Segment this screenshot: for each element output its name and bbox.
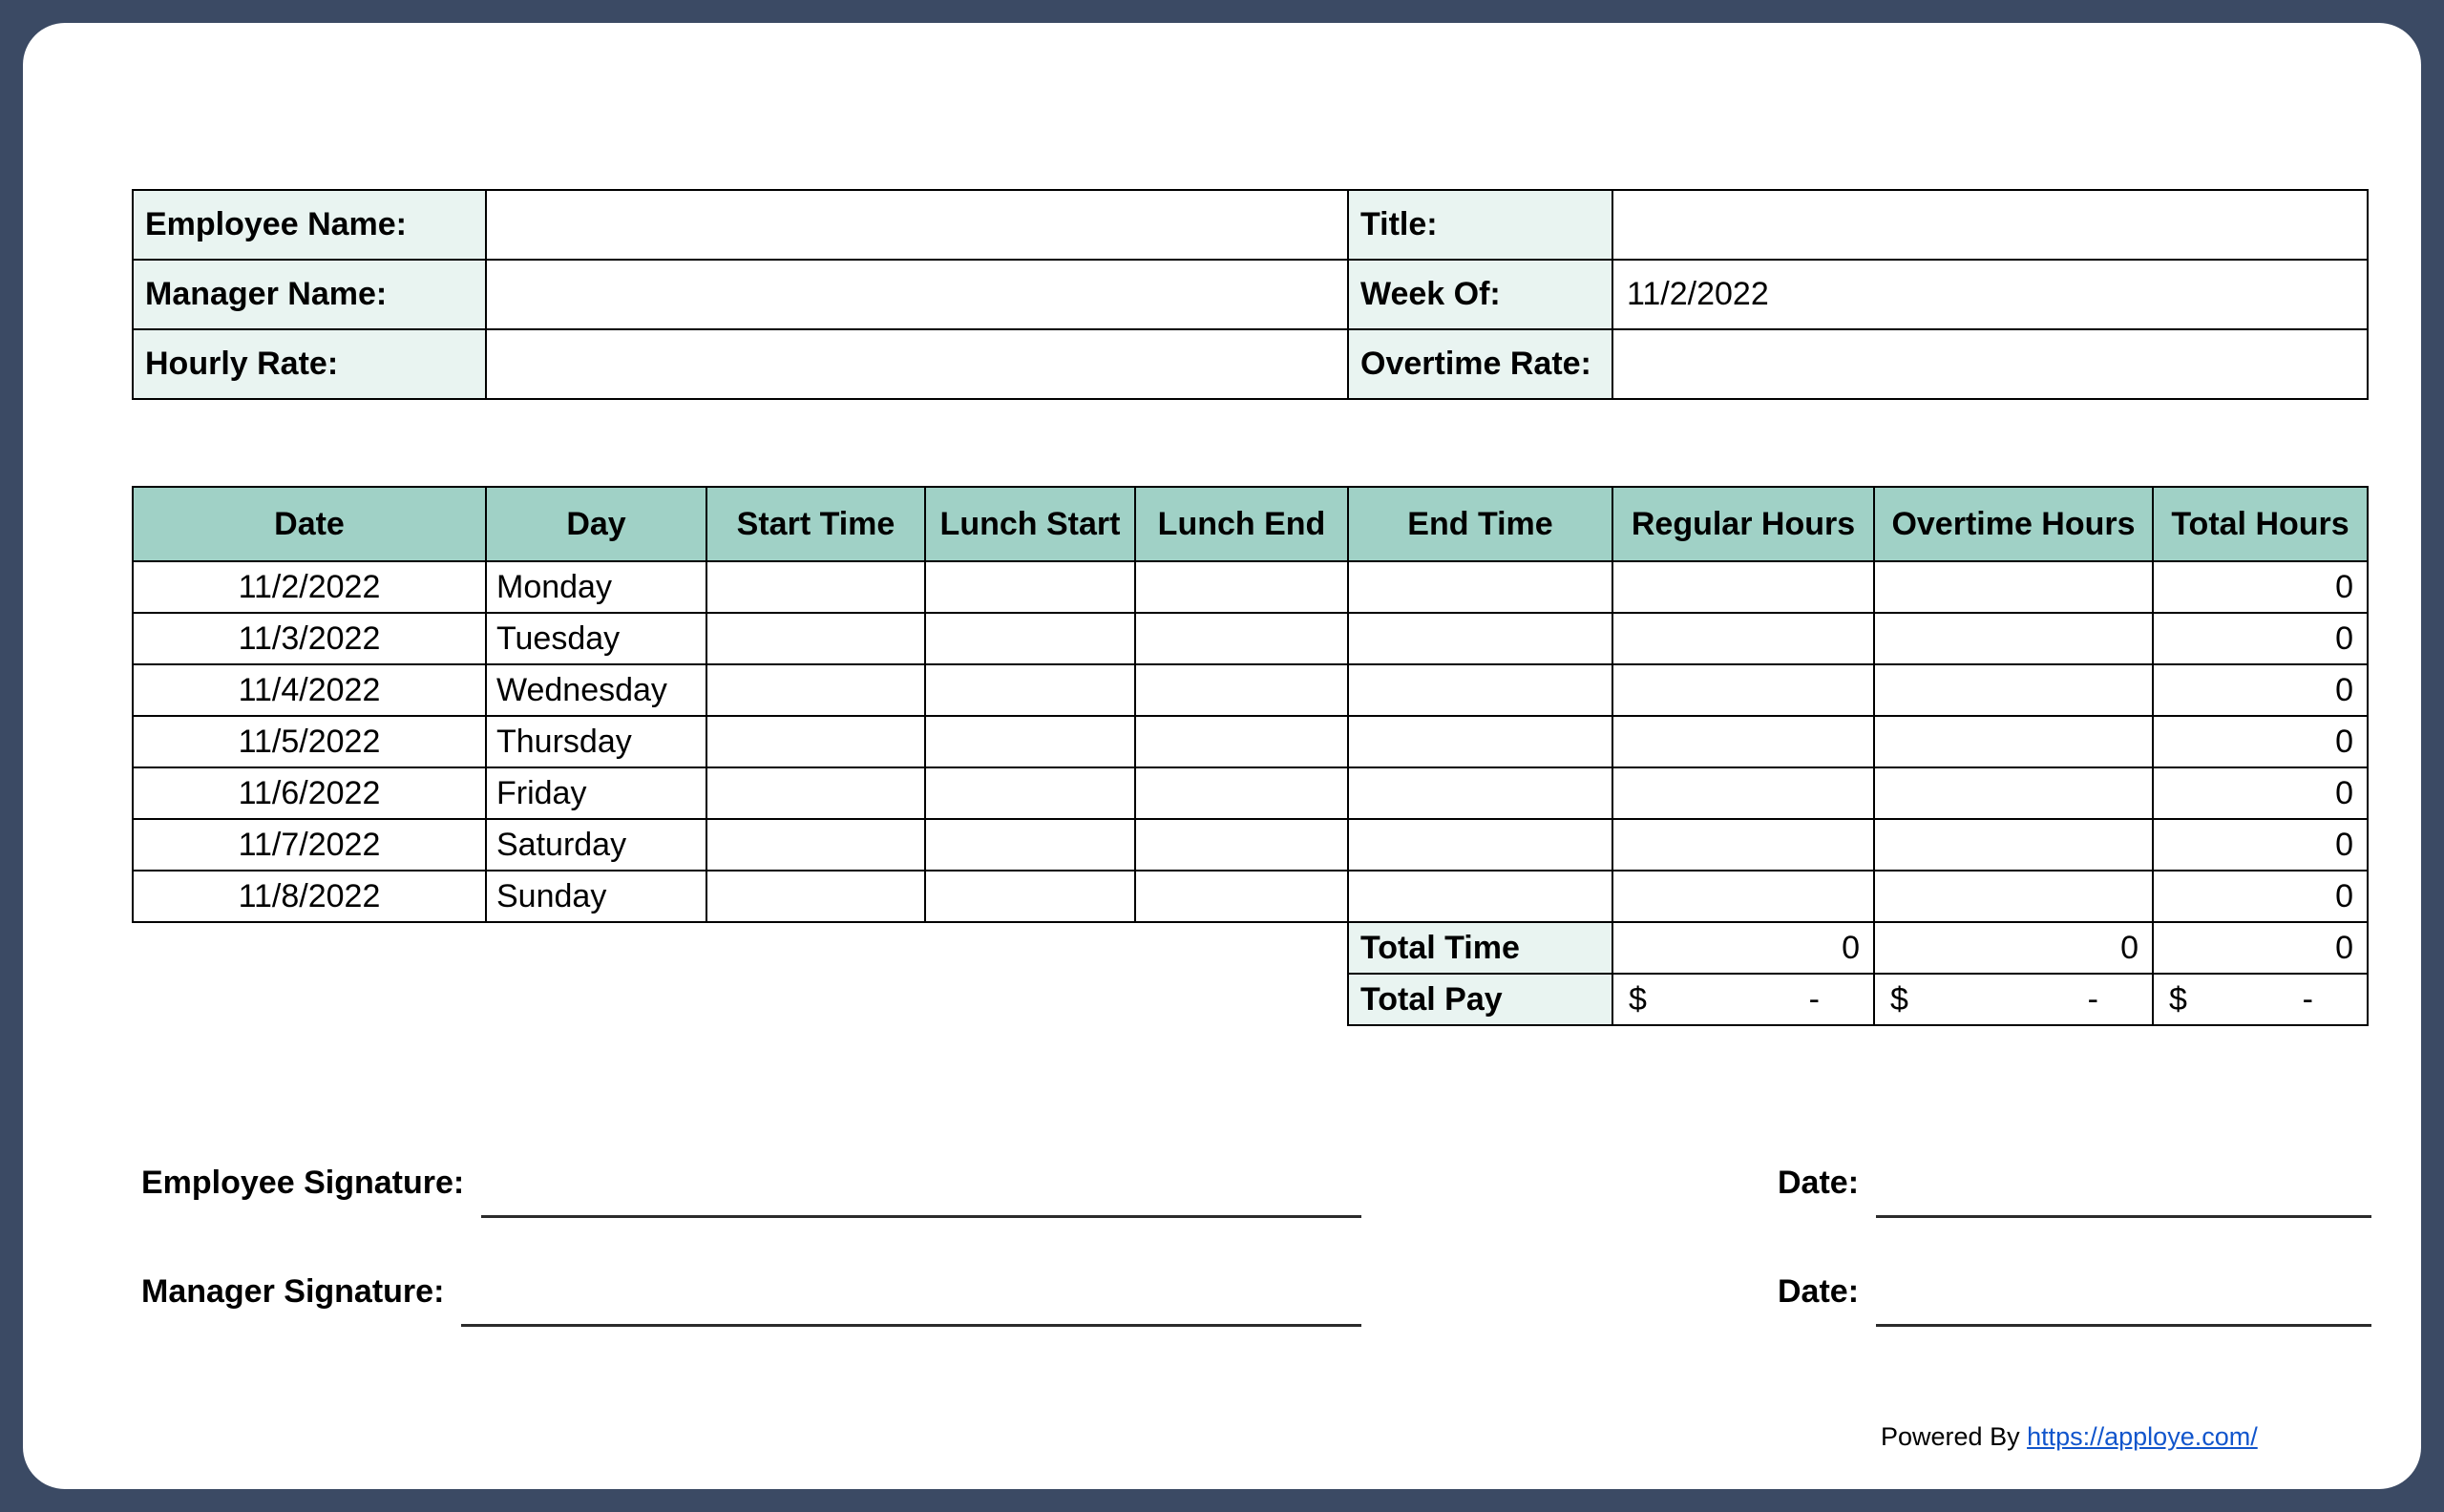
manager-date-line[interactable]	[1876, 1273, 2371, 1327]
employee-date-label: Date:	[1778, 1165, 1860, 1201]
info-row	[133, 329, 2368, 399]
currency-symbol: $	[1890, 980, 1908, 1018]
start-time-cell[interactable]	[706, 561, 925, 613]
total-hours-cell: 0	[2153, 664, 2368, 716]
date-cell: 11/3/2022	[133, 613, 486, 664]
end-time-cell[interactable]	[1348, 819, 1612, 871]
total-hours-cell: 0	[2153, 819, 2368, 871]
overtime-hours-cell[interactable]	[1874, 613, 2153, 664]
day-cell: Tuesday	[486, 613, 706, 664]
total-hours-cell: 0	[2153, 613, 2368, 664]
regular-hours-cell[interactable]	[1612, 819, 1874, 871]
lunch-start-cell[interactable]	[925, 561, 1135, 613]
timesheet-row	[133, 819, 2368, 871]
info-row	[133, 260, 2368, 329]
footer	[1881, 1422, 2258, 1452]
lunch-end-cell[interactable]	[1135, 664, 1348, 716]
manager-signature-line[interactable]	[461, 1273, 1361, 1327]
employee-signature-label: Employee Signature:	[141, 1165, 465, 1201]
end-time-cell[interactable]	[1348, 871, 1612, 922]
overtime-rate-label: Overtime Rate:	[1348, 329, 1612, 399]
manager-name-label: Manager Name:	[133, 260, 486, 329]
start-time-cell[interactable]	[706, 819, 925, 871]
currency-symbol: $	[1629, 980, 1647, 1018]
total-time-overtime: 0	[1874, 922, 2153, 974]
overtime-hours-cell[interactable]	[1874, 561, 2153, 613]
manager-date-label: Date:	[1778, 1273, 1860, 1310]
regular-hours-cell[interactable]	[1612, 871, 1874, 922]
date-cell: 11/2/2022	[133, 561, 486, 613]
header-end-time: End Time	[1348, 487, 1612, 561]
lunch-start-cell[interactable]	[925, 664, 1135, 716]
timesheet-header-row	[133, 487, 2368, 561]
day-cell: Sunday	[486, 871, 706, 922]
lunch-end-cell[interactable]	[1135, 561, 1348, 613]
lunch-end-cell[interactable]	[1135, 871, 1348, 922]
header-lunch-end: Lunch End	[1135, 487, 1348, 561]
total-pay-regular-value: -	[1808, 980, 1820, 1018]
start-time-cell[interactable]	[706, 613, 925, 664]
employee-date-row	[1778, 1165, 2371, 1218]
currency-symbol: $	[2169, 980, 2187, 1018]
day-cell: Thursday	[486, 716, 706, 767]
powered-by-text: Powered By	[1881, 1422, 2020, 1451]
total-pay-overtime	[1874, 974, 2153, 1025]
week-of-value[interactable]: 11/2/2022	[1612, 260, 2368, 329]
title-value[interactable]	[1612, 190, 2368, 260]
employee-name-label: Employee Name:	[133, 190, 486, 260]
lunch-start-cell[interactable]	[925, 871, 1135, 922]
end-time-cell[interactable]	[1348, 613, 1612, 664]
manager-name-value[interactable]	[486, 260, 1348, 329]
timesheet-row	[133, 561, 2368, 613]
end-time-cell[interactable]	[1348, 561, 1612, 613]
day-cell: Saturday	[486, 819, 706, 871]
header-lunch-start: Lunch Start	[925, 487, 1135, 561]
overtime-hours-cell[interactable]	[1874, 664, 2153, 716]
overtime-hours-cell[interactable]	[1874, 871, 2153, 922]
day-cell: Wednesday	[486, 664, 706, 716]
totals-table	[1347, 921, 2369, 1026]
overtime-hours-cell[interactable]	[1874, 819, 2153, 871]
total-time-row	[1348, 922, 2368, 974]
overtime-hours-cell[interactable]	[1874, 716, 2153, 767]
start-time-cell[interactable]	[706, 871, 925, 922]
lunch-start-cell[interactable]	[925, 767, 1135, 819]
header-start-time: Start Time	[706, 487, 925, 561]
regular-hours-cell[interactable]	[1612, 716, 1874, 767]
timesheet-row	[133, 716, 2368, 767]
timesheet-row	[133, 613, 2368, 664]
date-cell: 11/8/2022	[133, 871, 486, 922]
day-cell: Monday	[486, 561, 706, 613]
header-date: Date	[133, 487, 486, 561]
regular-hours-cell[interactable]	[1612, 664, 1874, 716]
overtime-hours-cell[interactable]	[1874, 767, 2153, 819]
total-pay-label: Total Pay	[1348, 974, 1612, 1025]
lunch-start-cell[interactable]	[925, 819, 1135, 871]
timesheet-row	[133, 664, 2368, 716]
lunch-end-cell[interactable]	[1135, 716, 1348, 767]
total-pay-overtime-value: -	[2087, 980, 2098, 1018]
lunch-start-cell[interactable]	[925, 716, 1135, 767]
total-time-label: Total Time	[1348, 922, 1612, 974]
timesheet-card	[23, 23, 2421, 1489]
total-hours-cell: 0	[2153, 561, 2368, 613]
employee-signature-line[interactable]	[481, 1165, 1361, 1218]
header-total-hours: Total Hours	[2153, 487, 2368, 561]
total-hours-cell: 0	[2153, 767, 2368, 819]
title-label: Title:	[1348, 190, 1612, 260]
lunch-end-cell[interactable]	[1135, 613, 1348, 664]
info-row	[133, 190, 2368, 260]
date-cell: 11/7/2022	[133, 819, 486, 871]
date-cell: 11/5/2022	[133, 716, 486, 767]
employee-name-value[interactable]	[486, 190, 1348, 260]
header-overtime-hours: Overtime Hours	[1874, 487, 2153, 561]
lunch-end-cell[interactable]	[1135, 819, 1348, 871]
employee-signature-row	[141, 1165, 1361, 1218]
header-regular-hours: Regular Hours	[1612, 487, 1874, 561]
end-time-cell[interactable]	[1348, 716, 1612, 767]
day-cell: Friday	[486, 767, 706, 819]
total-time-regular: 0	[1612, 922, 1874, 974]
date-cell: 11/6/2022	[133, 767, 486, 819]
regular-hours-cell[interactable]	[1612, 767, 1874, 819]
lunch-end-cell[interactable]	[1135, 767, 1348, 819]
end-time-cell[interactable]	[1348, 664, 1612, 716]
timesheet-row	[133, 767, 2368, 819]
manager-signature-row	[141, 1273, 1361, 1327]
total-hours-cell: 0	[2153, 871, 2368, 922]
total-pay-total	[2153, 974, 2368, 1025]
total-pay-row	[1348, 974, 2368, 1025]
employee-info-table	[132, 189, 2369, 400]
date-cell: 11/4/2022	[133, 664, 486, 716]
timesheet-table	[132, 486, 2369, 923]
total-pay-regular	[1612, 974, 1874, 1025]
apploye-link[interactable]: https://apploye.com/	[2027, 1422, 2258, 1451]
regular-hours-cell[interactable]	[1612, 561, 1874, 613]
header-day: Day	[486, 487, 706, 561]
start-time-cell[interactable]	[706, 767, 925, 819]
total-time-total: 0	[2153, 922, 2368, 974]
overtime-rate-value[interactable]	[1612, 329, 2368, 399]
total-pay-total-value: -	[2302, 980, 2313, 1018]
manager-signature-label: Manager Signature:	[141, 1273, 445, 1310]
employee-date-line[interactable]	[1876, 1165, 2371, 1218]
regular-hours-cell[interactable]	[1612, 613, 1874, 664]
hourly-rate-value[interactable]	[486, 329, 1348, 399]
start-time-cell[interactable]	[706, 664, 925, 716]
week-of-label: Week Of:	[1348, 260, 1612, 329]
total-hours-cell: 0	[2153, 716, 2368, 767]
manager-date-row	[1778, 1273, 2371, 1327]
lunch-start-cell[interactable]	[925, 613, 1135, 664]
start-time-cell[interactable]	[706, 716, 925, 767]
timesheet-row	[133, 871, 2368, 922]
end-time-cell[interactable]	[1348, 767, 1612, 819]
hourly-rate-label: Hourly Rate:	[133, 329, 486, 399]
